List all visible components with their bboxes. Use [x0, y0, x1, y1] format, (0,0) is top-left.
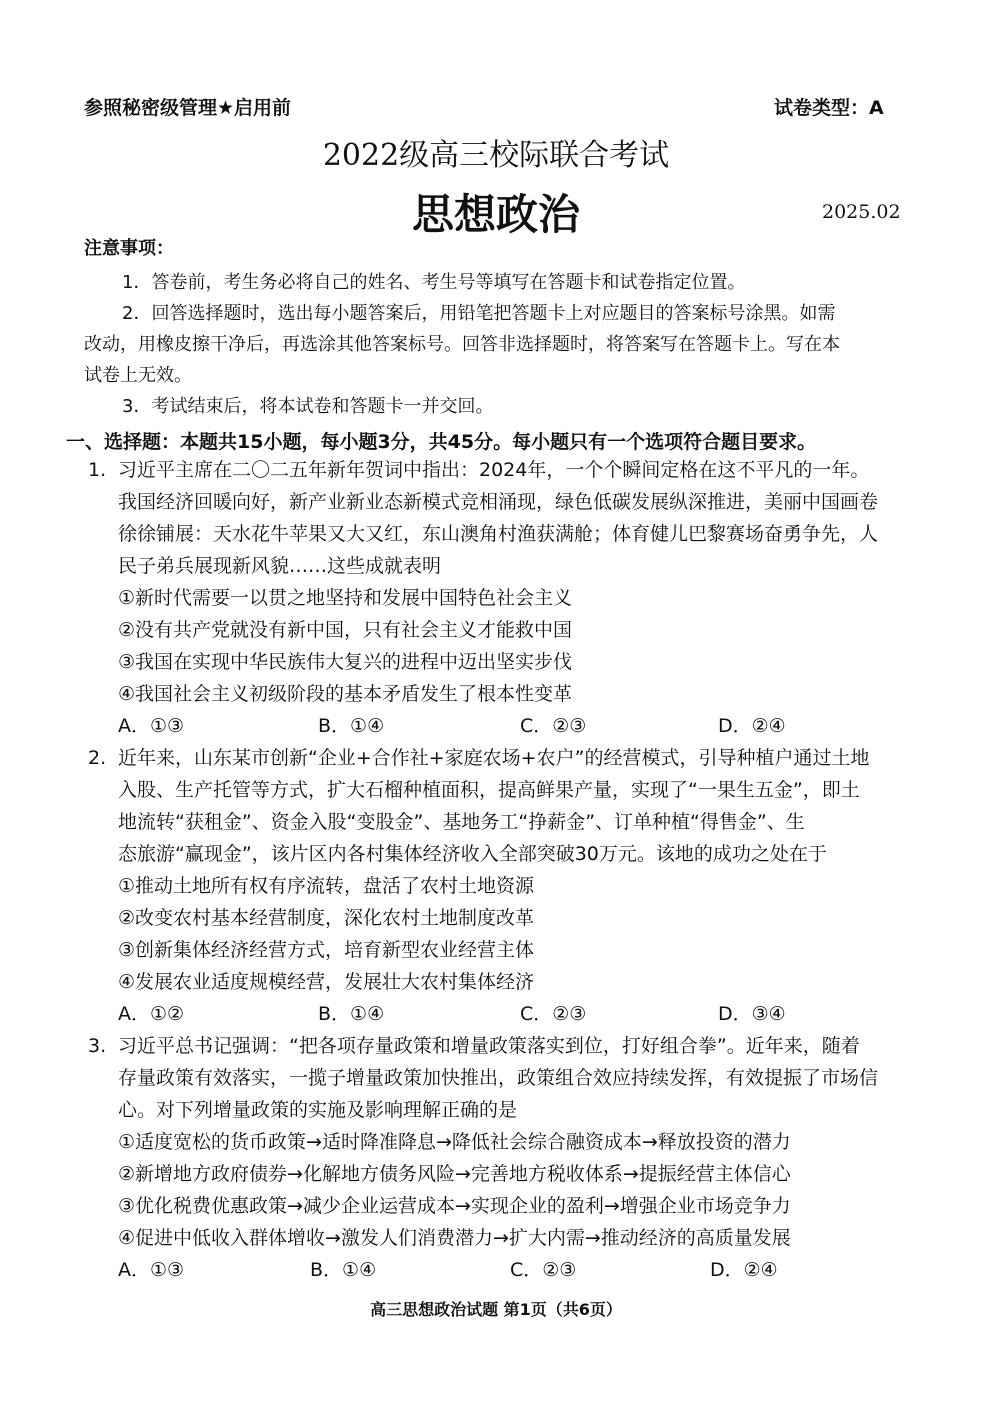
- statement: ④促进中低收入群体增收→激发人们消费潜力→扩大内需→推动经济的高质量发展: [118, 1227, 791, 1249]
- exam-date: 2025.02: [822, 201, 901, 223]
- statement: ③我国在实现中华民族伟大复兴的进程中迈出坚实步伐: [118, 651, 573, 673]
- option-b[interactable]: B．①④: [318, 1003, 385, 1025]
- question-stem-line: 习近平主席在二〇二五年新年贺词中指出：2024年，一个个瞬间定格在这不平凡的一年。: [118, 459, 870, 481]
- statement: ②新增地方政府债券→化解地方债务风险→完善地方税收体系→提振经营主体信心: [118, 1163, 791, 1185]
- option-d[interactable]: D．③④: [718, 1003, 786, 1025]
- exam-title: 2022级高三校际联合考试: [322, 138, 670, 173]
- statement: ②改变农村基本经营制度，深化农村土地制度改革: [118, 907, 535, 929]
- option-b[interactable]: B．①④: [310, 1259, 377, 1281]
- question-number: 3.: [88, 1035, 107, 1057]
- question-number: 1.: [88, 459, 107, 481]
- options-row: [118, 1259, 898, 1283]
- paper-type-label: 试卷类型：A: [774, 97, 884, 119]
- notice-item: 3．考试结束后，将本试卷和答题卡一并交回。: [122, 396, 494, 417]
- notice-item: 2．回答选择题时，选出每小题答案后，用铅笔把答题卡上对应题目的答案标号涂黑。如需: [122, 303, 836, 324]
- question-number: 2.: [88, 747, 107, 769]
- question-stem-line: 徐徐铺展：天水花牛苹果又大又红，东山澳角村渔获满舱；体育健儿巴黎赛场奋勇争先，人: [118, 523, 879, 545]
- option-a[interactable]: A．①③: [118, 1259, 185, 1281]
- option-c[interactable]: C．②③: [520, 1003, 587, 1025]
- option-a[interactable]: A．①②: [118, 1003, 185, 1025]
- notice-item: 1．答卷前，考生务必将自己的姓名、考生号等填写在答题卡和试卷指定位置。: [122, 272, 746, 293]
- secrecy-label: 参照秘密级管理★启用前: [84, 97, 292, 119]
- option-d[interactable]: D．②④: [718, 715, 786, 737]
- statement: ①推动土地所有权有序流转，盘活了农村土地资源: [118, 875, 535, 897]
- subject-title: 思想政治: [411, 190, 580, 239]
- statement: ④发展农业适度规模经营，发展壮大农村集体经济: [118, 971, 535, 993]
- question-stem-line: 存量政策有效落实，一揽子增量政策加快推出，政策组合效应持续发挥，有效提振了市场信: [118, 1067, 879, 1089]
- option-c[interactable]: C．②③: [520, 715, 587, 737]
- statement: ②没有共产党就没有新中国，只有社会主义才能救中国: [118, 619, 573, 641]
- statement: ③创新集体经济经营方式，培育新型农业经营主体: [118, 939, 535, 961]
- options-row: [118, 1003, 898, 1027]
- option-a[interactable]: A．①③: [118, 715, 185, 737]
- option-d[interactable]: D．②④: [710, 1259, 778, 1281]
- options-row: [118, 715, 898, 739]
- statement: ④我国社会主义初级阶段的基本矛盾发生了根本性变革: [118, 683, 573, 705]
- option-c[interactable]: C．②③: [510, 1259, 577, 1281]
- option-b[interactable]: B．①④: [318, 715, 385, 737]
- page-footer: 高三思想政治试题 第1页（共6页）: [370, 1300, 622, 1319]
- notice-title: 注意事项：: [84, 238, 174, 259]
- statement: ①适度宽松的货币政策→适时降准降息→降低社会综合融资成本→释放投资的潜力: [118, 1131, 791, 1153]
- question-stem-line: 地流转“获租金”、资金入股“变股金”、基地务工“挣薪金”、订单种植“得售金”、生: [118, 811, 805, 833]
- notice-item: 试卷上无效。: [84, 365, 192, 386]
- statement: ①新时代需要一以贯之地坚持和发展中国特色社会主义: [118, 587, 573, 609]
- question-stem-line: 习近平总书记强调：“把各项存量政策和增量政策落实到位，打好组合拳”。近年来，随着: [118, 1035, 860, 1057]
- question-stem-line: 我国经济回暖向好，新产业新业态新模式竞相涌现，绿色低碳发展纵深推进，美丽中国画卷: [118, 491, 879, 513]
- section-title: 一、选择题：本题共15小题，每小题3分，共45分。每小题只有一个选项符合题目要求。: [66, 431, 817, 453]
- notice-item: 改动，用橡皮擦干净后，再选涂其他答案标号。回答非选择题时，将答案写在答题卡上。写在本: [84, 334, 840, 355]
- question-stem-line: 态旅游“赢现金”，该片区内各村集体经济收入全部突破30万元。该地的成功之处在于: [118, 843, 827, 865]
- question-stem-line: 心。对下列增量政策的实施及影响理解正确的是: [118, 1099, 518, 1121]
- question-stem-line: 民子弟兵展现新风貌……这些成就表明: [118, 555, 442, 577]
- question-stem-line: 入股、生产托管等方式，扩大石榴种植面积，提高鲜果产量，实现了“一果生五金”，即土: [118, 779, 860, 801]
- statement: ③优化税费优惠政策→减少企业运营成本→实现企业的盈利→增强企业市场竞争力: [118, 1195, 791, 1217]
- question-stem-line: 近年来，山东某市创新“企业+合作社+家庭农场+农户”的经营模式，引导种植户通过土地: [118, 747, 870, 769]
